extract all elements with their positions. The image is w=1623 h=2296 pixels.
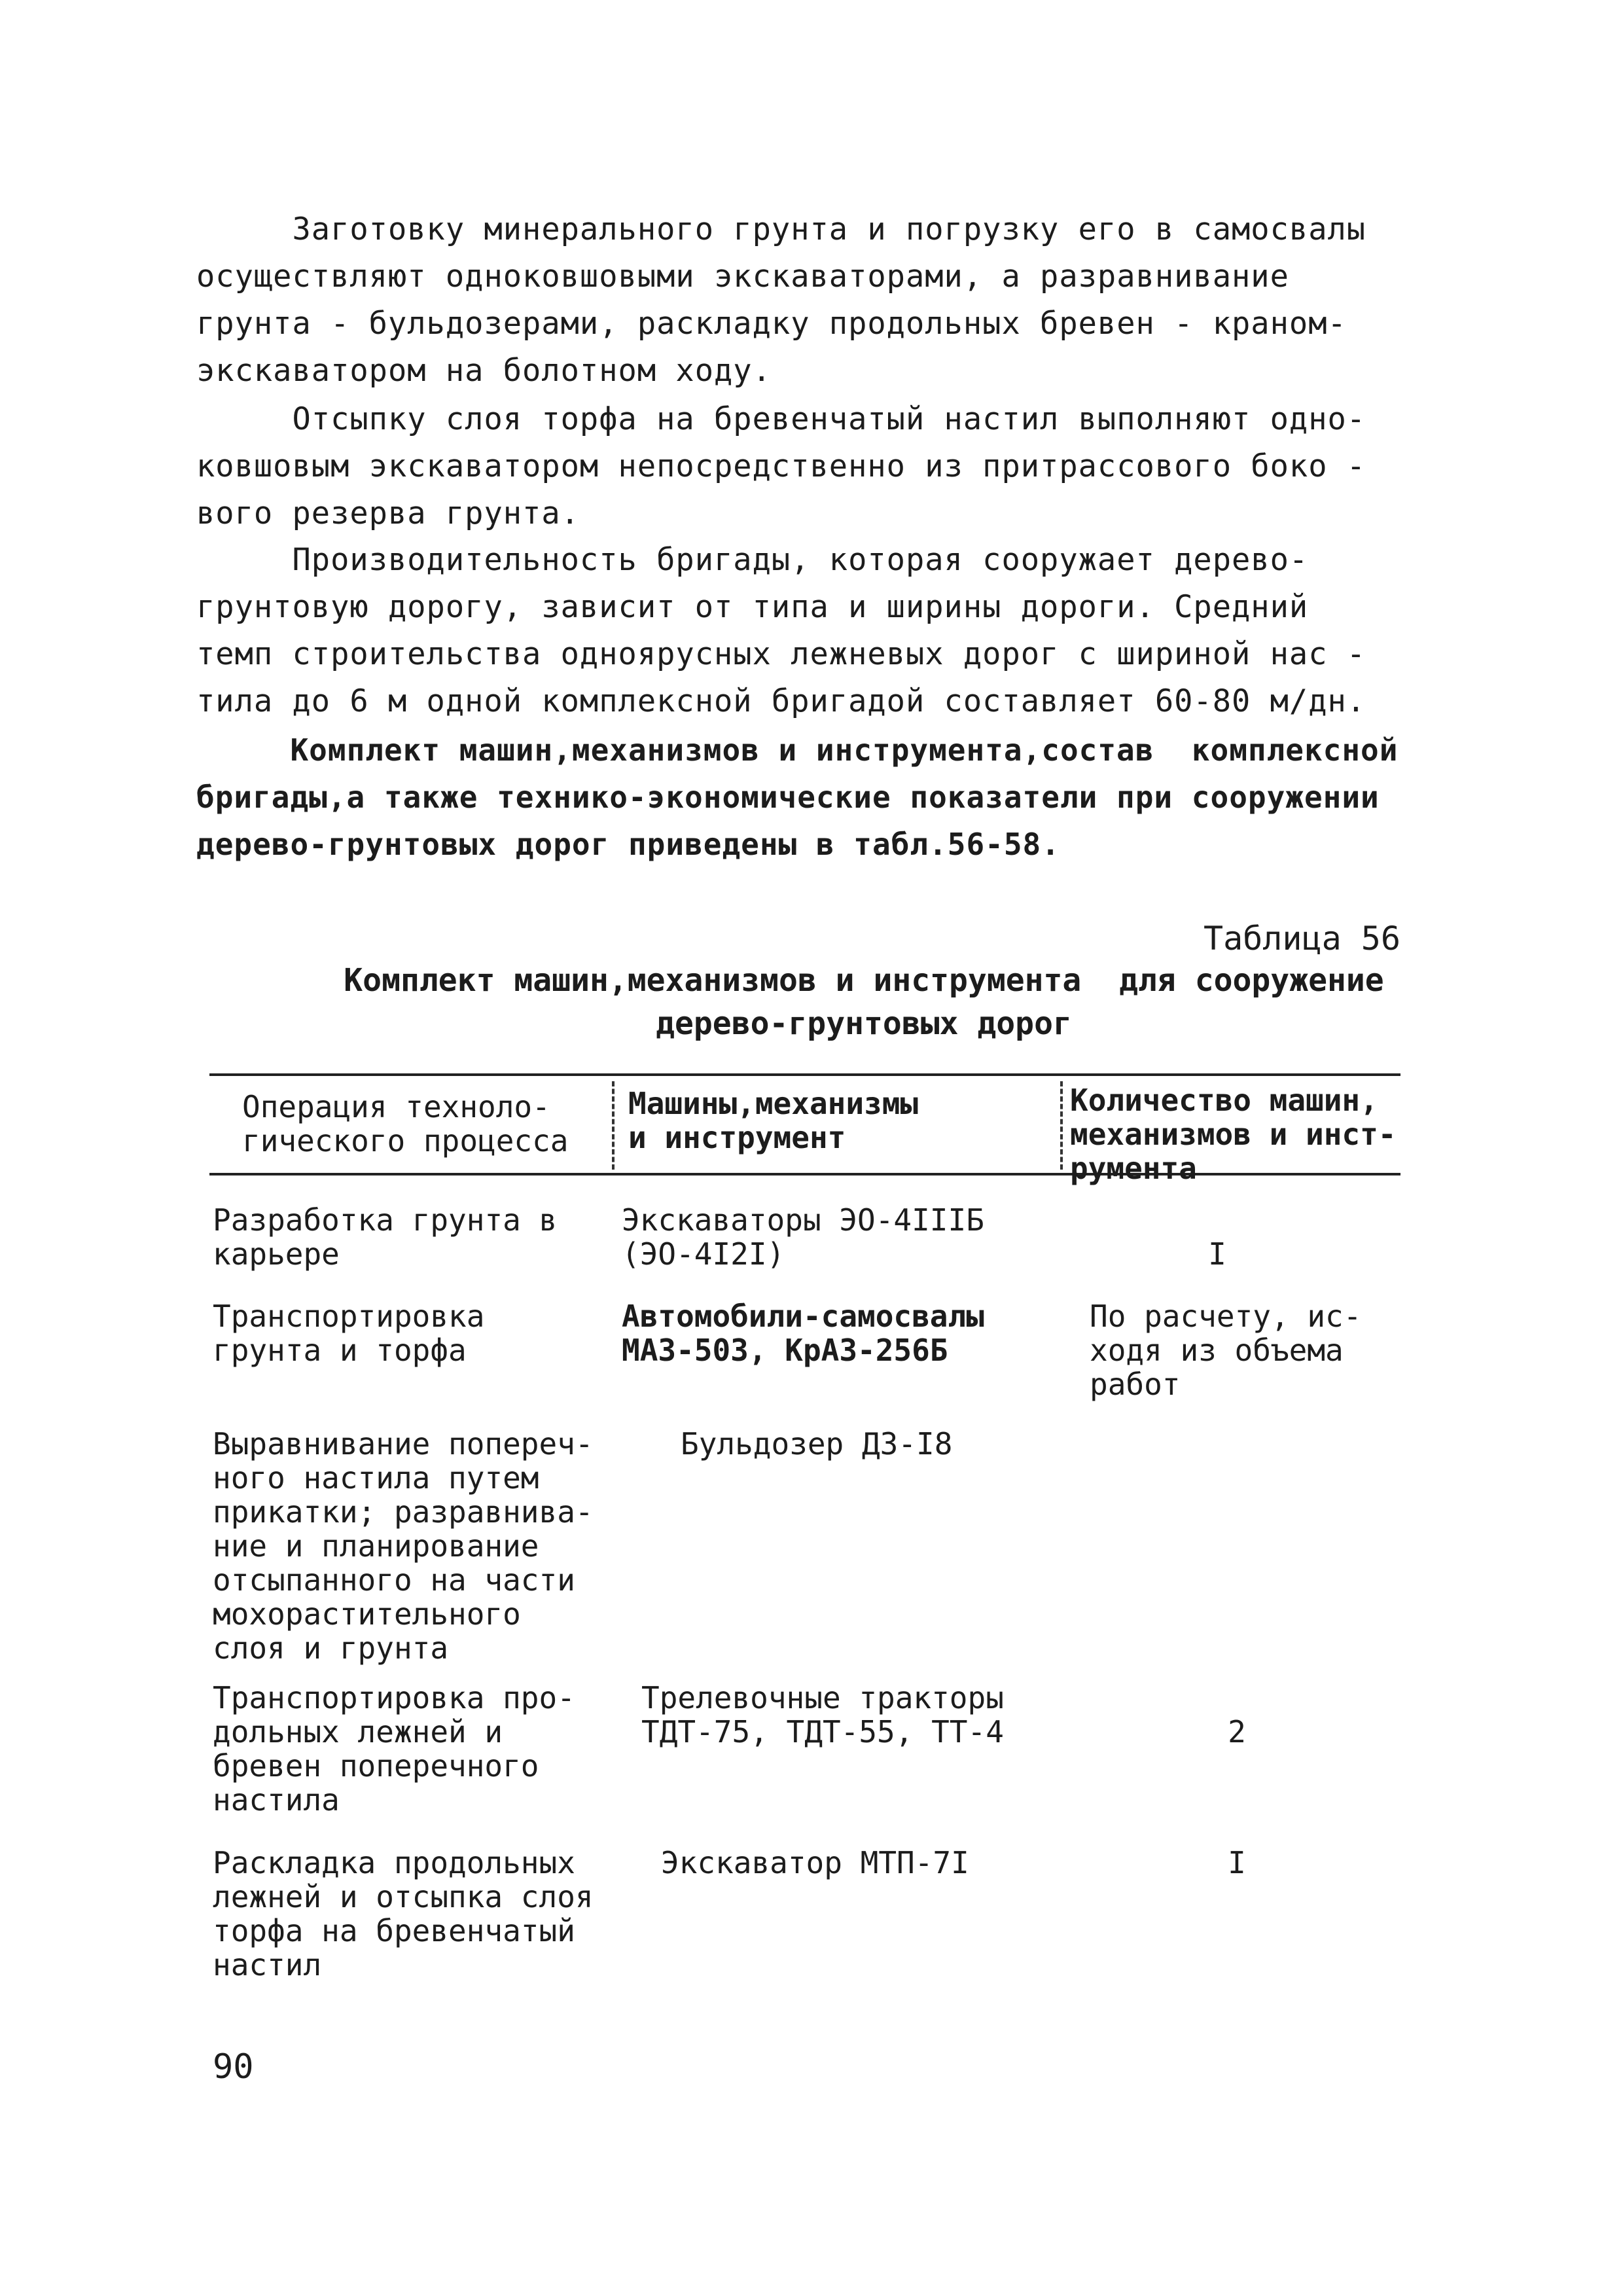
table-row-1-quantity: I xyxy=(1208,1236,1226,1272)
table-row-1-operation: Разработка грунта в карьере xyxy=(213,1202,558,1272)
paragraph-1: Заготовку минерального грунта и погрузку его в самосвалы осуществляют одноковшовыми экскаваторами, а разравнивание грунта - бульдозерами, раскладку продольных бревен - краном- экскаватором на болотном ходу. xyxy=(196,211,1366,389)
paragraph-3: Производительность бригады, которая сооружает дерево- грунтовую дорогу, зависит от типа и ширины дороги. Средний темп строительства одноярусных лежневых дорог с шириной нас - тила до 6 м одной комплексной бригадой составляет 60-80 м/дн. xyxy=(196,542,1366,719)
paragraph-4: Комплект машин,механизмов и инструмента,состав комплексной бригады,а также технико-экономические показатели при сооружении дерево-грунтовых дорог приведены в табл.56-58. xyxy=(196,732,1399,862)
header-machines: Машины,механизмы и инструмент xyxy=(628,1086,919,1155)
table-row-2-operation: Транспортировка грунта и торфа xyxy=(213,1299,485,1368)
table-row-5-operation: Раскладка продольных лежней и отсыпка слоя торфа на бревенчатый настил xyxy=(213,1845,594,1982)
table-row-4-machines: Трелевочные тракторы ТДТ-75, ТДТ-55, ТТ-4 xyxy=(641,1680,1004,1749)
header-separator-1 xyxy=(612,1081,615,1170)
table-row-2-machines: Автомобили-самосвалы МАЗ-503, КрАЗ-256Б xyxy=(622,1299,984,1368)
table-top-rule xyxy=(209,1073,1400,1076)
header-operation: Операция техноло- гического процесса xyxy=(242,1089,569,1158)
header-quantity: Количество машин, механизмов и инст- румента xyxy=(1070,1083,1397,1186)
paragraph-2: Отсыпку слоя торфа на бревенчатый настил выполняют одно- ковшовым экскаватором непосредственно из притрассового боко - вого резерва грунта. xyxy=(196,401,1366,531)
table-row-5-machines: Экскаватор МТП-7I xyxy=(661,1845,969,1880)
table-row-3-operation: Выравнивание попереч- ного настила путем прикатки; разравнива- ние и планирование отсыпанного на части мохорастительного слоя и грунта xyxy=(213,1426,594,1666)
table-row-3-machines: Бульдозер ДЗ-I8 xyxy=(681,1426,953,1462)
table-row-4-quantity: 2 xyxy=(1228,1714,1246,1749)
table-label: Таблица 56 xyxy=(1203,920,1400,958)
page-number: 90 xyxy=(213,2047,254,2087)
header-separator-2 xyxy=(1060,1081,1063,1170)
table-row-1-machines: Экскаваторы ЭО-4IIIБ (ЭО-4I2I) xyxy=(622,1202,984,1272)
table-row-2-quantity: По расчету, ис- ходя из объема работ xyxy=(1090,1299,1362,1402)
table-row-4-operation: Транспортировка про- дольных лежней и бревен поперечного настила xyxy=(213,1680,575,1818)
table-row-5-quantity: I xyxy=(1228,1845,1246,1880)
table-title: Комплект машин,механизмов и инструмента для сооружение дерево-грунтовых дорог xyxy=(344,962,1384,1042)
